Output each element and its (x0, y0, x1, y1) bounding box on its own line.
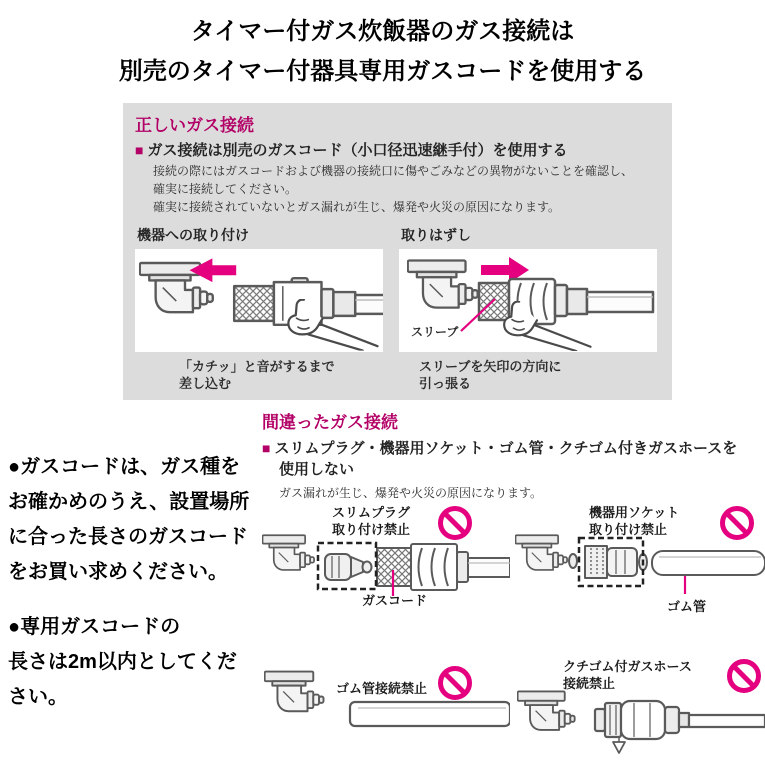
socket-label (589, 504, 679, 538)
attach-diagram-column (135, 225, 383, 392)
page-title-line2: 別売のタイマー付器具専用ガスコードを使用する (118, 58, 647, 85)
rubber-tube-prohibit-label: ゴム管接続禁止 (336, 681, 428, 696)
rubber-tube-part-label: ゴム管 (667, 599, 707, 614)
note1-line1: ●ガスコードは、ガス種を (8, 456, 241, 478)
mouth-rubber-hose-label-line1: クチゴム付ガスホース (563, 659, 692, 674)
wrong-section-subheading-row (262, 437, 765, 458)
correct-section-subheading-row (135, 139, 660, 160)
note2-line3: さい。 (8, 686, 68, 708)
correct-section-body (153, 162, 660, 216)
wrong-diagram-mouth-rubber-hose (515, 645, 765, 770)
wrong-connection-section (262, 408, 765, 765)
correct-section-heading: 正しいガス接続 (135, 116, 254, 135)
note1-line2: お確かめのうえ、設置場所 (8, 491, 250, 513)
correct-connection-panel (123, 103, 672, 400)
wrong-section-body: ガス漏れが生じ、爆発や火災の原因になります。 (279, 486, 543, 500)
wrong-section-subheading-line1: スリムプラグ・機器用ソケット・ゴム管・クチゴム付きガスホースを (274, 440, 738, 457)
gas-cord-part-label: ガスコード (362, 593, 428, 608)
correct-diagram-row (135, 225, 660, 392)
detach-caption-line2: 引っ張る (419, 376, 472, 391)
attach-caption-line2: 差し込む (179, 376, 232, 391)
mouth-rubber-hose-label-line2: 接続禁止 (563, 676, 616, 691)
note1-line4: をお買い求めください。 (8, 561, 228, 583)
page-title-line1: タイマー付ガス炊飯器のガス接続は (190, 18, 575, 45)
rubber-tube-illustration (262, 662, 510, 746)
wrong-diagram-slim-plug (262, 498, 510, 623)
note-cord-length (8, 610, 262, 715)
note-gas-type (8, 450, 262, 590)
note1-line3: に合った長さのガスコード (8, 526, 248, 548)
wrong-diagram-rubber-tube (262, 648, 510, 760)
detach-caption-line1: スリーブを矢印の方向に (419, 359, 562, 374)
note2-line1: ●専用ガスコードの (8, 616, 181, 638)
correct-body-line-1: 接続の際にはガスコードおよび機器の接続口に傷やごみなどの異物がないことを確認し、 (153, 164, 634, 178)
detach-diagram-label: 取りはずし (401, 227, 471, 243)
wrong-section-subheading-line2: 使用しない (279, 461, 355, 478)
square-bullet-icon: ■ (135, 142, 144, 158)
attach-caption-line1: 「カチッ」と音がするまで (179, 359, 335, 374)
sleeve-label: スリーブ (411, 325, 459, 339)
attach-diagram-label: 機器への取り付け (137, 227, 249, 243)
wrong-section-heading: 間違ったガス接続 (262, 413, 398, 432)
page-title (0, 12, 765, 92)
side-notes (8, 450, 262, 735)
socket-illustration (515, 534, 765, 594)
detach-caption (419, 358, 657, 392)
mouth-rubber-tag (613, 742, 625, 753)
slim-plug-label-line2: 取り付け禁止 (332, 522, 411, 537)
attach-caption (179, 358, 383, 392)
detach-diagram-column (399, 225, 657, 392)
slim-plug-label-line1: スリムプラグ (332, 505, 411, 520)
socket-label-line1: 機器用ソケット (589, 505, 680, 520)
note2-line2: 長さは2m以内としてくだ (8, 651, 237, 673)
socket-label-line2: 取り付け禁止 (589, 522, 668, 537)
correct-section-subheading: ガス接続は別売のガスコード（小口径迅速継手付）を使用する (147, 142, 568, 159)
mouth-rubber-hose-illustration (515, 685, 765, 765)
attach-illustration (135, 249, 383, 352)
correct-body-line-2: 確実に接続してください。 (153, 182, 298, 196)
attach-diagram-box (135, 249, 383, 352)
correct-body-line-3: 確実に接続されていないとガス漏れが生じ、爆発や火災の原因になります。 (153, 200, 561, 214)
square-bullet-icon: ■ (262, 440, 271, 456)
wrong-diagram-socket (515, 498, 765, 623)
detach-diagram-box (399, 249, 657, 352)
